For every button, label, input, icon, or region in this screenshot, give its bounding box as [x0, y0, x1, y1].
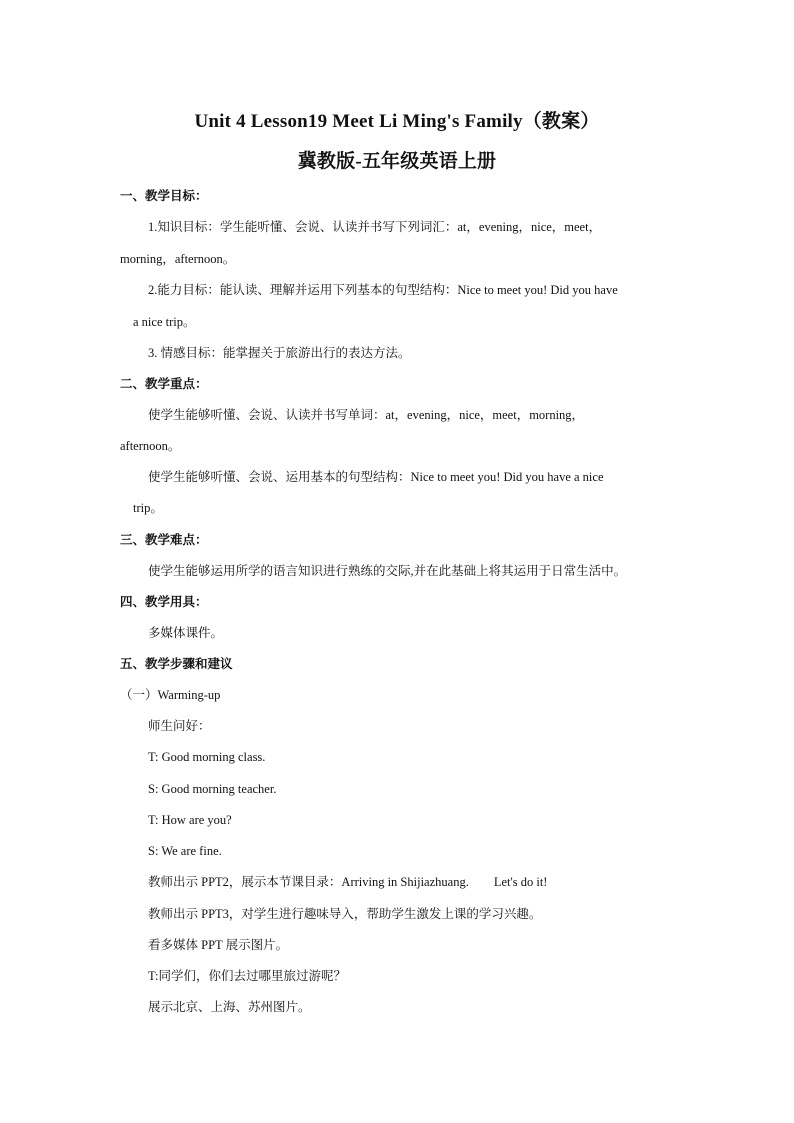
objective-emotion: 3. 情感目标：能掌握关于旅游出行的表达方法。 — [148, 346, 411, 360]
key-point-2: 使学生能够听懂、会说、运用基本的句型结构：Nice to meet you! Did you have a nice — [148, 470, 604, 484]
step-line: 展示北京、上海、苏州图片。 — [148, 1000, 311, 1014]
document-title: Unit 4 Lesson19 Meet Li Ming's Family（教案） — [194, 111, 600, 132]
key-point-2-cont: trip。 — [133, 501, 163, 515]
section-heading-key-points: 二、教学重点： — [120, 376, 208, 391]
step-line: T: Good morning class. — [148, 750, 266, 764]
step-line: T:同学们，你们去过哪里旅过游呢？ — [148, 969, 346, 983]
step-line: T: How are you? — [148, 813, 232, 827]
section-heading-objectives: 一、教学目标： — [120, 188, 208, 203]
objective-ability-cont: a nice trip。 — [133, 315, 196, 329]
step-line: 教师出示 PPT2，展示本节课目录：Arriving in Shijiazhuang. Let's do it! — [148, 875, 548, 889]
tool-1: 多媒体课件。 — [148, 626, 224, 640]
document-subtitle: 冀教版-五年级英语上册 — [297, 151, 497, 172]
step-warming-up: （一）Warming-up — [120, 688, 221, 702]
objective-ability: 2.能力目标：能认读、理解并运用下列基本的句型结构：Nice to meet you! Did you have — [148, 283, 618, 297]
objective-knowledge-cont: morning，afternoon。 — [120, 252, 236, 266]
difficulty-1: 使学生能够运用所学的语言知识进行熟练的交际,并在此基础上将其运用于日常生活中。 — [148, 564, 627, 578]
step-line: 师生问好： — [148, 719, 211, 733]
step-line: 看多媒体 PPT 展示图片。 — [148, 938, 289, 952]
objective-knowledge: 1.知识目标：学生能听懂、会说、认读并书写下列词汇：at，evening，nice，meet， — [148, 220, 602, 234]
section-heading-difficulties: 三、教学难点： — [120, 532, 208, 547]
section-heading-steps: 五、教学步骤和建议 — [120, 656, 233, 671]
key-point-1: 使学生能够听懂、会说、认读并书写单词：at，evening，nice，meet，morning， — [148, 408, 585, 422]
key-point-1-cont: afternoon。 — [120, 439, 181, 453]
section-heading-tools: 四、教学用具： — [120, 594, 208, 609]
step-line: S: We are fine. — [148, 844, 222, 858]
step-line: 教师出示 PPT3，对学生进行趣味导入，帮助学生激发上课的学习兴趣。 — [148, 907, 542, 921]
step-line: S: Good morning teacher. — [148, 782, 277, 796]
